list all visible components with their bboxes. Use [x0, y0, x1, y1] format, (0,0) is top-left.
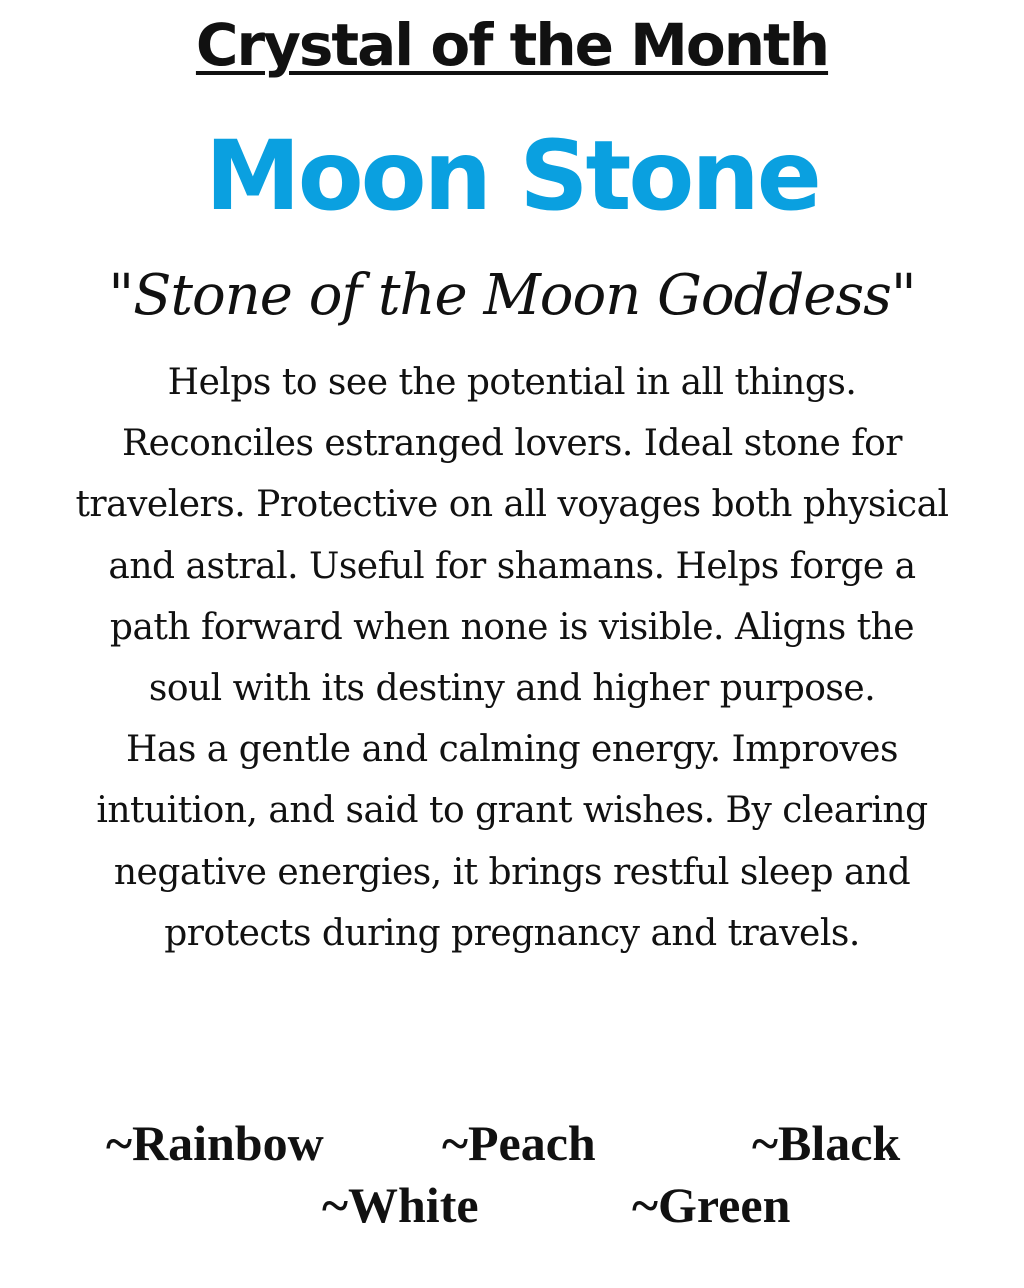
page-header: Crystal of the Month	[195, 11, 829, 79]
color-item-black: ~Black	[752, 1115, 901, 1171]
crystal-name: Moon Stone	[205, 120, 819, 232]
crystal-nickname: "Stone of the Moon Goddess"	[108, 263, 916, 328]
color-item-green: ~Green	[632, 1177, 791, 1233]
crystal-description	[70, 352, 954, 964]
description-paragraph-2: Has a gentle and calming energy. Improves intuition, and said to grant wishes. By clearing negative energies, it brings restful sleep and protects during pregnancy and travels.	[96, 729, 928, 954]
color-item-peach: ~Peach	[442, 1115, 596, 1171]
color-item-white: ~White	[322, 1177, 479, 1233]
color-item-rainbow: ~Rainbow	[106, 1115, 324, 1171]
description-paragraph-1: Helps to see the potential in all things. Reconciles estranged lovers. Ideal stone for travelers. Protective on all voyages both physical and astral. Useful for shamans. Helps forge a path forward when none is visible. Aligns the soul with its destiny and higher purpose.	[75, 362, 949, 710]
